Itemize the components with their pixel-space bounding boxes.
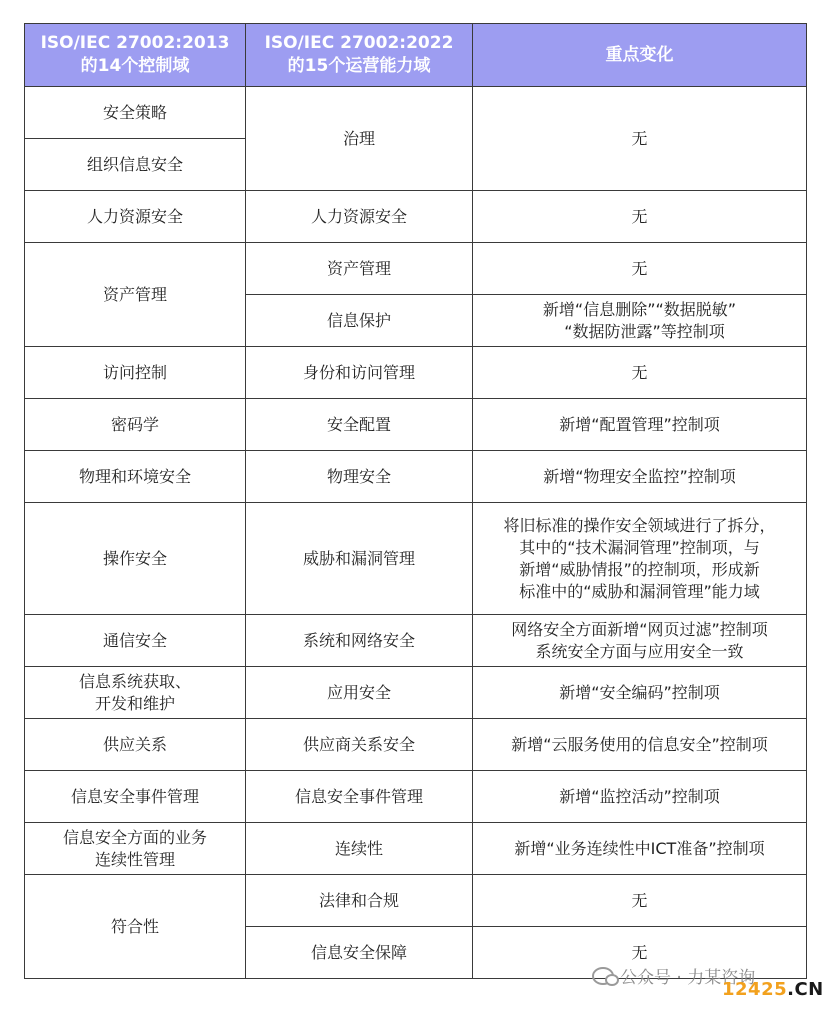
change-cell: 新增“安全编码”控制项 — [473, 667, 807, 719]
change-cell: 无 — [473, 927, 807, 979]
change-cell: 新增“云服务使用的信息安全”控制项 — [473, 719, 807, 771]
table-row — [25, 243, 807, 295]
domain-2022-cell: 信息安全保障 — [246, 927, 473, 979]
domain-2013-cell: 物理和环境安全 — [25, 451, 246, 503]
domain-2013-cell: 资产管理 — [25, 243, 246, 347]
watermark-text: 公众号 · 力某咨询 — [620, 968, 756, 988]
table-row — [25, 823, 807, 875]
table-row — [25, 615, 807, 667]
header-2013-line1: ISO/IEC 27002:2013 — [40, 33, 230, 53]
change-cell: 无 — [473, 875, 807, 927]
domain-2013-line: 连续性管理 — [94, 849, 175, 869]
domain-2022-cell: 信息安全事件管理 — [246, 771, 473, 823]
domain-2022-cell: 应用安全 — [246, 667, 473, 719]
domain-2022-cell: 供应商关系安全 — [246, 719, 473, 771]
change-line: 网络安全方面新增“网页过滤”控制项 — [511, 619, 768, 639]
domain-2013-cell: 符合性 — [25, 875, 246, 979]
domain-2022-cell: 安全配置 — [246, 399, 473, 451]
table-row — [25, 191, 807, 243]
domain-2013-cell — [25, 823, 246, 875]
header-2013-line2: 的14个控制域 — [80, 56, 190, 76]
change-line: 新增“信息删除”“数据脱敏” — [542, 299, 737, 319]
header-2022 — [246, 24, 473, 87]
domain-2013-cell — [25, 667, 246, 719]
change-cell — [473, 615, 807, 667]
domain-2022-cell: 信息保护 — [246, 295, 473, 347]
change-cell: 新增“物理安全监控”控制项 — [473, 451, 807, 503]
table-row — [25, 719, 807, 771]
table-row — [25, 875, 807, 927]
table-header — [25, 24, 807, 87]
wechat-icon — [592, 967, 614, 985]
domain-2022-cell: 法律和合规 — [246, 875, 473, 927]
domain-2013-cell: 密码学 — [25, 399, 246, 451]
domain-2013-line: 信息系统获取、 — [78, 671, 191, 691]
domain-2013-cell: 人力资源安全 — [25, 191, 246, 243]
change-cell: 新增“监控活动”控制项 — [473, 771, 807, 823]
domain-2022-cell: 身份和访问管理 — [246, 347, 473, 399]
change-cell: 无 — [473, 243, 807, 295]
domain-2022-cell: 资产管理 — [246, 243, 473, 295]
change-line: 新增“威胁情报”的控制项，形成新 — [519, 559, 760, 579]
domain-2013-cell: 访问控制 — [25, 347, 246, 399]
header-2022-line1: ISO/IEC 27002:2022 — [264, 33, 454, 53]
table-row — [25, 771, 807, 823]
change-line: 系统安全方面与应用安全一致 — [535, 641, 744, 661]
change-cell — [473, 503, 807, 615]
domain-2013-cell: 通信安全 — [25, 615, 246, 667]
domain-2013-cell: 组织信息安全 — [25, 139, 246, 191]
change-line: 标准中的“威胁和漏洞管理”能力域 — [519, 581, 760, 601]
domain-2022-cell: 系统和网络安全 — [246, 615, 473, 667]
site-watermark-suffix: .CN — [787, 979, 824, 1000]
domain-2013-line: 信息安全方面的业务 — [62, 827, 207, 847]
table-row — [25, 451, 807, 503]
domain-2022-cell: 物理安全 — [246, 451, 473, 503]
site-watermark-main: 12425 — [722, 979, 788, 1000]
change-line: 将旧标准的操作安全领域进行了拆分， — [503, 515, 776, 535]
domain-2013-line: 开发和维护 — [94, 693, 175, 713]
domain-2022-cell: 连续性 — [246, 823, 473, 875]
table-row — [25, 503, 807, 615]
domain-2022-cell: 治理 — [246, 87, 473, 191]
table-body — [25, 87, 807, 979]
table-row — [25, 87, 807, 139]
site-watermark — [722, 979, 824, 1000]
change-cell — [473, 295, 807, 347]
comparison-table — [24, 23, 807, 979]
domain-2022-cell: 人力资源安全 — [246, 191, 473, 243]
domain-2022-cell: 威胁和漏洞管理 — [246, 503, 473, 615]
domain-2013-cell: 信息安全事件管理 — [25, 771, 246, 823]
change-cell: 新增“配置管理”控制项 — [473, 399, 807, 451]
header-changes — [473, 24, 807, 87]
domain-2013-cell: 供应关系 — [25, 719, 246, 771]
table-row — [25, 347, 807, 399]
table-row — [25, 399, 807, 451]
change-line: “数据防泄露”等控制项 — [564, 321, 725, 341]
header-2013 — [25, 24, 246, 87]
header-2022-line2: 的15个运营能力域 — [287, 56, 431, 76]
change-cell: 无 — [473, 87, 807, 191]
domain-2013-cell: 安全策略 — [25, 87, 246, 139]
change-cell: 无 — [473, 347, 807, 399]
header-changes-line1: 重点变化 — [605, 44, 674, 65]
table-row — [25, 667, 807, 719]
change-line: 其中的“技术漏洞管理”控制项，与 — [519, 537, 760, 557]
change-cell: 无 — [473, 191, 807, 243]
change-cell: 新增“业务连续性中ICT准备”控制项 — [473, 823, 807, 875]
domain-2013-cell: 操作安全 — [25, 503, 246, 615]
